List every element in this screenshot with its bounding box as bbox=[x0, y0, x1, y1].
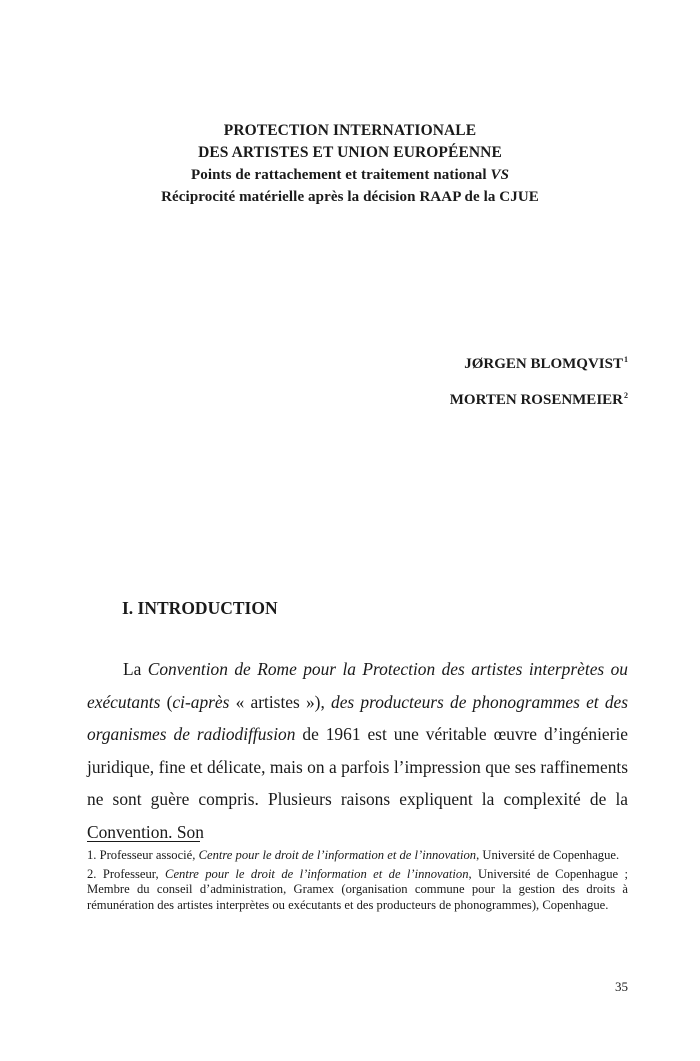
footnote-text: , Université de Copenhague. bbox=[476, 848, 620, 862]
author-name: MORTEN ROSENMEIER bbox=[449, 392, 623, 408]
footnote-marker[interactable]: 2 bbox=[624, 391, 628, 400]
title-line-3-text: Points de rattachement et traitement national bbox=[190, 167, 491, 183]
convention-title-continued: des producteurs de phonogrammes et des organismes de radiodiffusion bbox=[87, 691, 628, 744]
author-name: JØRGEN BLOMQVIST bbox=[464, 356, 623, 372]
title-line-4: Réciprocité matérielle après la décision RAAP de la CJUE bbox=[161, 189, 539, 205]
author-2 bbox=[450, 380, 628, 416]
footnote-text: , Université de Copenhague ; Membre du conseil d’administration, Gramex (organisation commune pour la gestion des droits à rémunération des artistes interprètes ou exécutants et des producteurs de phonogrammes), Copenhague. bbox=[87, 866, 629, 912]
footnote-separator bbox=[87, 841, 200, 842]
title-line-1: PROTECTION INTERNATIONALE bbox=[223, 122, 477, 139]
page-number: 35 bbox=[615, 979, 628, 994]
body-text-segment: « artistes »), bbox=[229, 691, 332, 712]
author-1 bbox=[450, 344, 628, 380]
convention-title: Convention de Rome pour la Protection des artistes interprètes ou exécutants bbox=[87, 659, 628, 712]
footnote-1 bbox=[87, 848, 628, 864]
footnote-marker[interactable]: 1 bbox=[624, 355, 628, 364]
body-text-segment: La bbox=[123, 659, 148, 679]
author-list bbox=[450, 344, 628, 416]
body-paragraph bbox=[87, 653, 628, 848]
body-text-segment: de 1961 est une véritable œuvre d’ingénierie juridique, fine et délicate, mais on a parfois l’impression que ses raffinements ne sont guère compris. Plusieurs raisons expliquent la complexité de la Convention. Son bbox=[87, 724, 628, 842]
footnotes bbox=[87, 848, 628, 916]
body-text-segment: ( bbox=[160, 691, 173, 712]
footnote-institution: Centre pour le droit de l’information et de l’innovation bbox=[198, 848, 477, 862]
title-line-3 bbox=[0, 164, 700, 186]
title-line-2: DES ARTISTES ET UNION EUROPÉENNE bbox=[198, 144, 502, 161]
ci-apres: ci-après bbox=[172, 691, 230, 712]
footnote-2 bbox=[87, 867, 628, 914]
title-vs: VS bbox=[490, 167, 510, 183]
footnote-text: 1. Professeur associé, bbox=[87, 848, 199, 862]
section-heading: I. INTRODUCTION bbox=[122, 598, 278, 618]
footnote-text: 2. Professeur, bbox=[87, 866, 166, 881]
footnote-institution: Centre pour le droit de l’information et de l’innovation bbox=[165, 866, 469, 881]
article-title bbox=[0, 120, 700, 208]
